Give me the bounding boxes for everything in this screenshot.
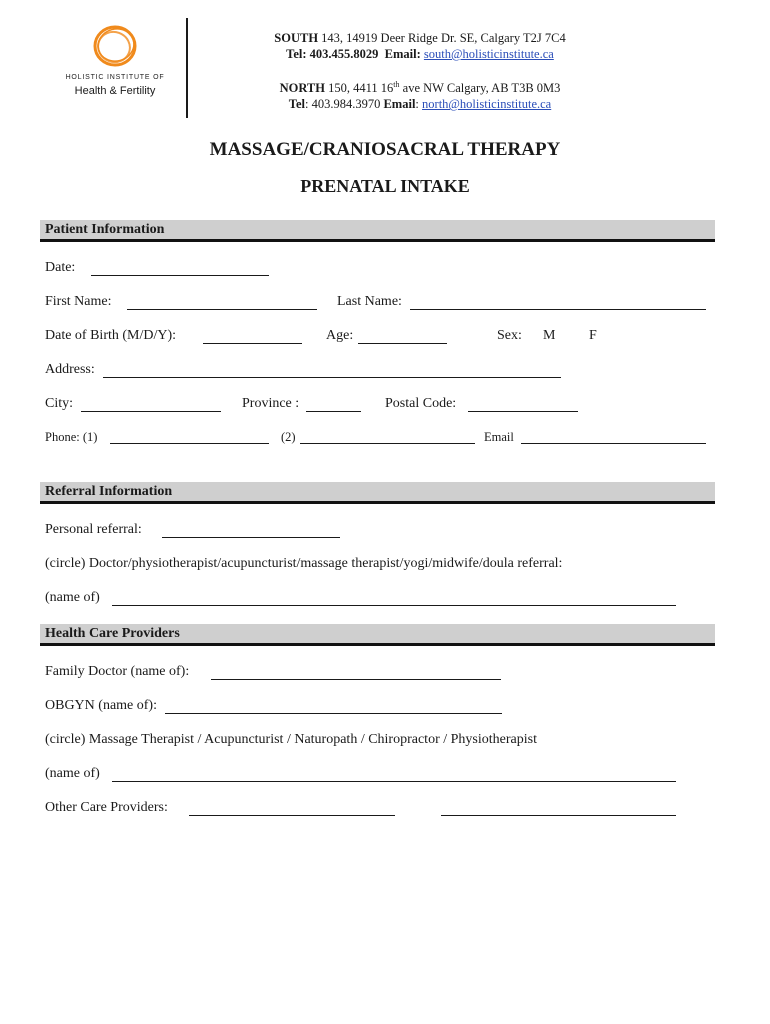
sex-label: Sex: [497, 328, 522, 343]
referral-type-label: (circle) Doctor/physiotherapist/acupuncturist/massage therapist/yogi/midwife/doula referral: [45, 556, 563, 571]
family-doctor-field[interactable] [211, 679, 501, 680]
form-title: MASSAGE/CRANIOSACRAL THERAPY [209, 139, 561, 160]
north-email-link[interactable]: north@holisticinstitute.ca [422, 97, 552, 112]
phone2-field[interactable] [300, 443, 475, 444]
other-providers-field-2[interactable] [441, 815, 676, 816]
form-subtitle: PRENATAL INTAKE [300, 176, 470, 196]
provider-name-of-label: (name of) [45, 766, 100, 781]
postal-code-label: Postal Code: [385, 396, 457, 411]
first-name-label: First Name: [45, 294, 112, 309]
south-email-label: Email: [384, 47, 421, 61]
phone2-label: (2) [281, 430, 296, 444]
dob-label: Date of Birth (M/D/Y): [45, 328, 177, 343]
obgyn-label: OBGYN (name of): [45, 698, 157, 713]
logo-text-line2: Health & Fertility [74, 85, 156, 97]
other-providers-label: Other Care Providers: [45, 800, 168, 815]
logo-text-line1: HOLISTIC INSTITUTE OF [65, 74, 165, 81]
north-email-label: Email [383, 97, 416, 112]
last-name-label: Last Name: [337, 294, 402, 309]
age-label: Age: [326, 328, 354, 343]
section-bar-patient [40, 220, 715, 242]
referral-name-of-label: (name of) [45, 590, 100, 605]
south-tel-label: Tel: [286, 47, 307, 61]
section-bar-referral [40, 482, 715, 504]
email-label: Email [484, 430, 514, 444]
north-tel-label: Tel [288, 97, 305, 112]
section-heading-referral: Referral Information [45, 484, 173, 499]
date-label: Date: [45, 260, 76, 275]
south-email-link[interactable]: south@holisticinstitute.ca [423, 47, 554, 61]
phone1-field[interactable] [110, 443, 269, 444]
personal-referral-label: Personal referral: [45, 522, 142, 537]
email-field[interactable] [521, 443, 706, 444]
dob-field[interactable] [203, 343, 302, 344]
header-divider [186, 18, 188, 118]
north-address-post: ave NW Calgary, AB T3B 0M3 [399, 81, 561, 96]
last-name-field[interactable] [410, 309, 706, 310]
province-label: Province : [242, 396, 300, 411]
provider-name-field[interactable] [112, 781, 676, 782]
logo-ring-icon [80, 22, 150, 72]
provider-type-label: (circle) Massage Therapist / Acupuncturist / Naturopath / Chiropractor / Physiotherapist [45, 732, 537, 747]
province-field[interactable] [306, 411, 361, 412]
city-field[interactable] [81, 411, 221, 412]
north-address-block [250, 77, 590, 112]
city-label: City: [45, 396, 74, 411]
clinic-logo [60, 22, 170, 106]
phone1-label: Phone: (1) [45, 430, 98, 444]
section-bar-providers [40, 624, 715, 646]
south-address-block [250, 30, 590, 62]
north-label: NORTH [279, 81, 325, 96]
date-field[interactable] [91, 275, 269, 276]
age-field[interactable] [358, 343, 447, 344]
sex-option-m[interactable]: M [543, 328, 556, 343]
north-address-pre: 150, 4411 16 [328, 81, 394, 96]
other-providers-field-1[interactable] [189, 815, 395, 816]
south-tel: 403.455.8029 [309, 47, 379, 61]
north-tel: : 403.984.3970 [304, 97, 381, 112]
sex-option-f[interactable]: F [589, 328, 597, 343]
south-label: SOUTH [274, 31, 319, 45]
first-name-field[interactable] [127, 309, 317, 310]
obgyn-field[interactable] [165, 713, 502, 714]
address-field[interactable] [103, 377, 561, 378]
south-address: 143, 14919 Deer Ridge Dr. SE, Calgary T2J 7C4 [321, 31, 566, 45]
postal-code-field[interactable] [468, 411, 578, 412]
section-heading-providers: Health Care Providers [45, 626, 180, 641]
family-doctor-label: Family Doctor (name of): [45, 664, 190, 679]
north-email-sep: : [415, 97, 423, 112]
section-heading-patient: Patient Information [45, 222, 165, 237]
north-address-sup: th [393, 80, 400, 89]
referral-name-field[interactable] [112, 605, 676, 606]
personal-referral-field[interactable] [162, 537, 340, 538]
address-label: Address: [45, 362, 95, 377]
